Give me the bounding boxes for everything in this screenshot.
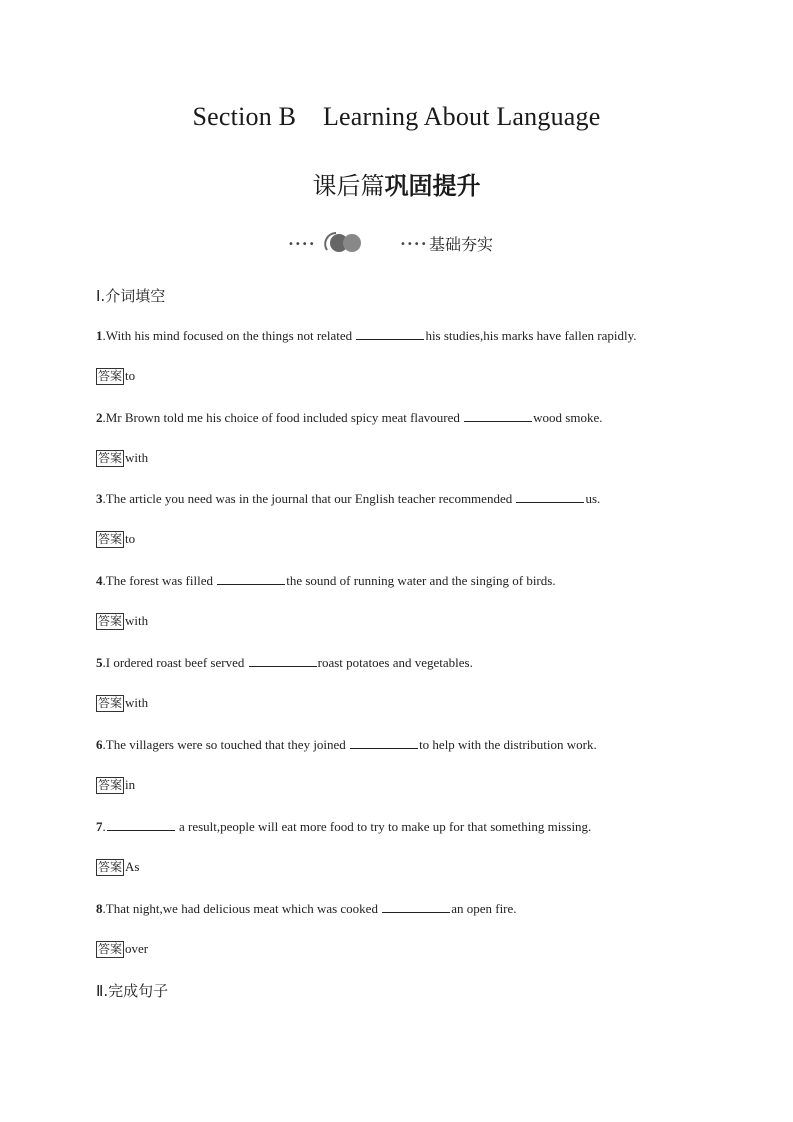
answer-blank [356,328,424,340]
page-title: Section B Learning About Language [192,102,601,131]
answer-8 [96,941,148,958]
section-heading-1: Ⅰ.介词填空 [96,287,166,305]
section-banner [288,228,528,256]
answer-tag: 答案 [98,451,123,465]
question-number: 7 [96,819,103,834]
answer-blank [217,573,285,585]
question-text: .The article you need was in the journal that our English teacher recommended [102,491,516,506]
answer-blank [107,819,175,831]
subtitle-bold: 巩固提升 [384,172,481,200]
question-text: .With his mind focused on the things not related [102,328,356,343]
answer-text: to [125,368,136,383]
answer-text: in [125,777,136,792]
answer-3 [96,531,135,548]
question-8 [96,901,517,917]
question-text: wood smoke. [533,410,603,425]
question-text: .The villagers were so touched that they joined [102,737,350,752]
question-text: .Mr Brown told me his choice of food included spicy meat flavoured [102,410,464,425]
answer-text: with [125,450,149,465]
question-text: .The forest was filled [102,573,217,588]
answer-2 [96,450,148,467]
question-number: 4 [96,573,103,588]
question-number: 1 [96,328,103,343]
answer-tag: 答案 [98,942,123,956]
section-heading-2: Ⅱ.完成句子 [96,982,169,1000]
double-circle-icon [322,230,368,254]
question-number: 3 [96,491,103,506]
question-number: 5 [96,655,103,670]
answer-blank [249,655,317,667]
answer-text: As [125,859,140,874]
answer-tag: 答案 [98,614,123,628]
banner-label: 基础夯实 [429,235,494,254]
answer-tag: 答案 [98,778,123,792]
page-subtitle [0,166,793,201]
answer-blank [350,737,418,749]
answer-tag: 答案 [98,860,123,874]
question-5 [96,655,473,671]
banner-dots-right: •••• [400,239,428,250]
question-7 [96,819,591,835]
question-text: us. [585,491,601,506]
answer-text: over [125,941,149,956]
question-text: .That night,we had delicious meat which was cooked [102,901,382,916]
banner-dots-left: •••• [288,239,316,250]
question-text: to help with the distribution work. [419,737,597,752]
answer-tag: 答案 [98,696,123,710]
question-text: . [102,819,106,834]
question-text: his studies,his marks have fallen rapidly. [425,328,637,343]
question-text: a result,people will eat more food to try to make up for that something missing. [175,819,592,834]
answer-blank [516,491,584,503]
question-1 [96,328,637,344]
answer-text: to [125,531,136,546]
question-text: the sound of running water and the singing of birds. [286,573,556,588]
answer-tag: 答案 [98,532,123,546]
question-text: an open fire. [451,901,517,916]
answer-7 [96,859,139,876]
answer-5 [96,695,148,712]
answer-text: with [125,695,149,710]
answer-6 [96,777,135,794]
question-number: 8 [96,901,103,916]
answer-4 [96,613,148,630]
answer-1 [96,368,135,385]
answer-text: with [125,613,149,628]
subtitle-plain: 课后篇 [312,172,385,200]
answer-tag: 答案 [98,369,123,383]
question-text: .I ordered roast beef served [102,655,248,670]
question-6 [96,737,597,753]
question-3 [96,491,600,507]
question-2 [96,410,603,426]
question-text: roast potatoes and vegetables. [317,655,473,670]
answer-blank [382,901,450,913]
question-4 [96,573,556,589]
answer-blank [464,410,532,422]
question-number: 6 [96,737,103,752]
question-number: 2 [96,410,103,425]
